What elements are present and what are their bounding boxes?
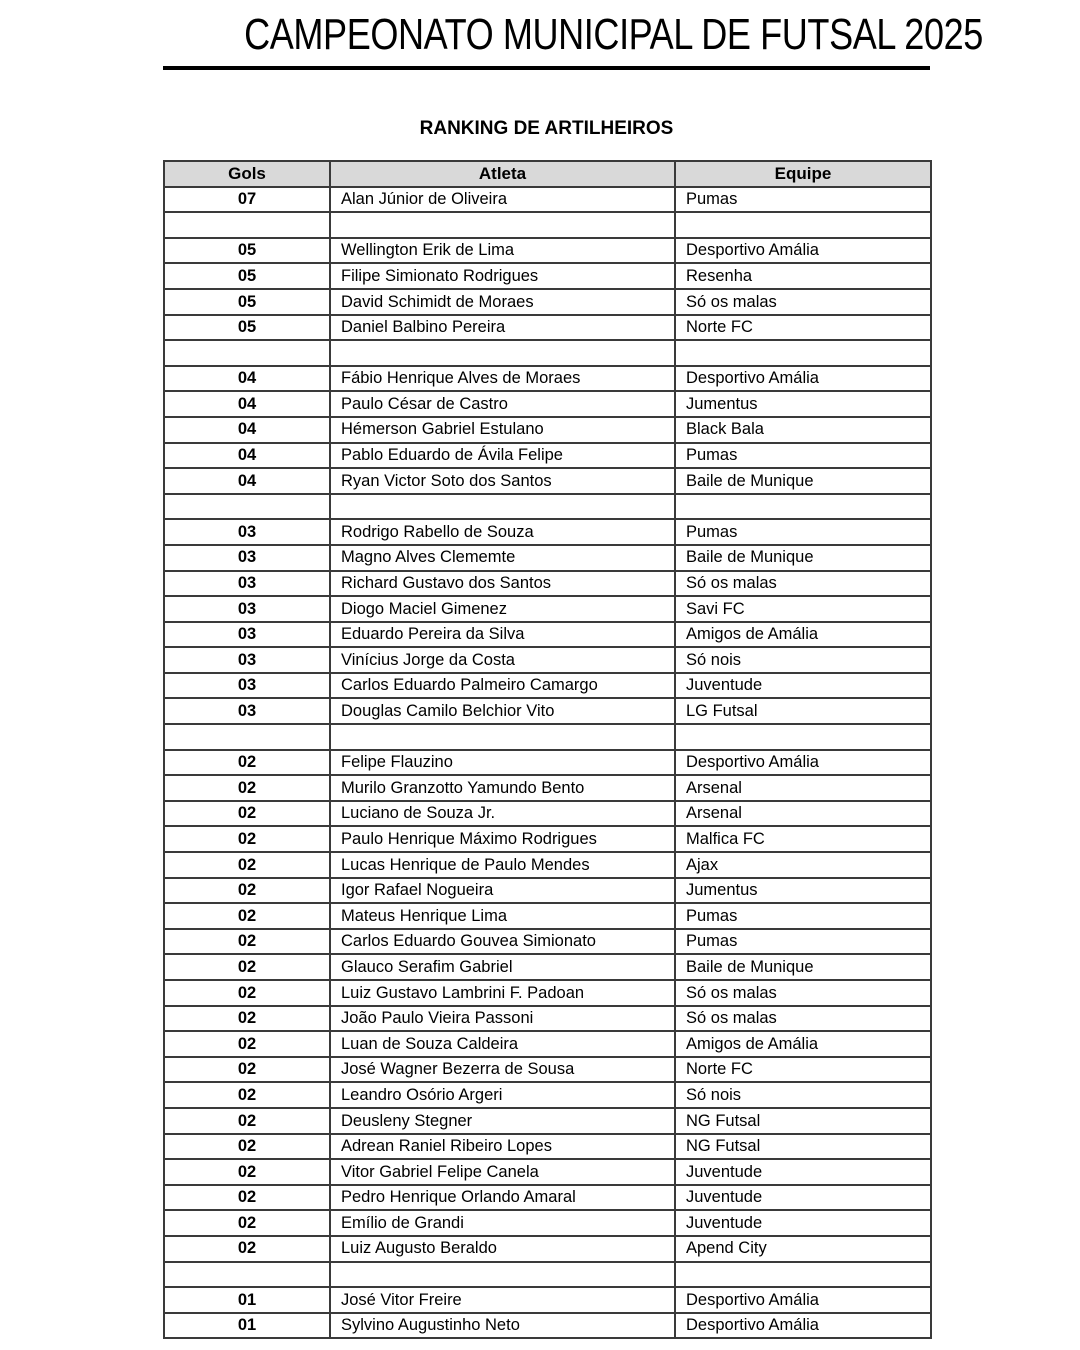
cell-atleta: David Schimidt de Moraes — [330, 289, 675, 315]
table-row — [164, 1006, 931, 1032]
cell-atleta: Adrean Raniel Ribeiro Lopes — [330, 1134, 675, 1160]
cell-equipe: Juventude — [675, 1185, 931, 1211]
cell-gols: 02 — [164, 801, 330, 827]
cell-atleta: Glauco Serafim Gabriel — [330, 954, 675, 980]
cell-gols: 02 — [164, 1006, 330, 1032]
cell-equipe: Jumentus — [675, 391, 931, 417]
cell-equipe: Jumentus — [675, 878, 931, 904]
cell-equipe: Savi FC — [675, 596, 931, 622]
cell-gols: 03 — [164, 698, 330, 724]
cell-atleta: Filipe Simionato Rodrigues — [330, 263, 675, 289]
cell-gols: 02 — [164, 1031, 330, 1057]
cell-gols — [164, 340, 330, 366]
cell-gols: 02 — [164, 1236, 330, 1262]
cell-equipe: Pumas — [675, 187, 931, 213]
title-block — [163, 0, 983, 70]
cell-atleta: Mateus Henrique Lima — [330, 903, 675, 929]
cell-equipe: Pumas — [675, 903, 931, 929]
cell-gols: 05 — [164, 289, 330, 315]
cell-equipe: Norte FC — [675, 1057, 931, 1083]
cell-gols: 01 — [164, 1313, 330, 1339]
table-row — [164, 238, 931, 264]
cell-atleta: José Wagner Bezerra de Sousa — [330, 1057, 675, 1083]
cell-atleta: Eduardo Pereira da Silva — [330, 622, 675, 648]
cell-atleta: José Vitor Freire — [330, 1287, 675, 1313]
cell-gols: 03 — [164, 622, 330, 648]
table-row — [164, 698, 931, 724]
table-row-blank — [164, 1262, 931, 1288]
table-row — [164, 263, 931, 289]
cell-atleta: Murilo Granzotto Yamundo Bento — [330, 775, 675, 801]
cell-gols: 03 — [164, 545, 330, 571]
table-row — [164, 801, 931, 827]
table-row — [164, 1057, 931, 1083]
cell-equipe: Só nois — [675, 1082, 931, 1108]
cell-gols: 02 — [164, 852, 330, 878]
cell-atleta: Paulo César de Castro — [330, 391, 675, 417]
cell-gols: 04 — [164, 366, 330, 392]
cell-equipe: Juventude — [675, 1210, 931, 1236]
cell-gols: 02 — [164, 750, 330, 776]
cell-equipe: Desportivo Amália — [675, 238, 931, 264]
cell-equipe: Só os malas — [675, 571, 931, 597]
table-row — [164, 443, 931, 469]
cell-equipe: Só os malas — [675, 289, 931, 315]
cell-atleta: Paulo Henrique Máximo Rodrigues — [330, 826, 675, 852]
cell-equipe: NG Futsal — [675, 1134, 931, 1160]
cell-atleta: Igor Rafael Nogueira — [330, 878, 675, 904]
page-title: CAMPEONATO MUNICIPAL DE FUTSAL 2025 — [244, 10, 983, 59]
cell-equipe: Pumas — [675, 519, 931, 545]
table-row — [164, 519, 931, 545]
cell-equipe: Desportivo Amália — [675, 366, 931, 392]
cell-atleta: Ryan Victor Soto dos Santos — [330, 468, 675, 494]
cell-gols: 04 — [164, 468, 330, 494]
cell-gols: 02 — [164, 903, 330, 929]
table-row — [164, 826, 931, 852]
cell-equipe: Só os malas — [675, 980, 931, 1006]
cell-gols: 05 — [164, 263, 330, 289]
cell-atleta: Rodrigo Rabello de Souza — [330, 519, 675, 545]
cell-equipe: Amigos de Amália — [675, 1031, 931, 1057]
cell-equipe — [675, 724, 931, 750]
cell-equipe — [675, 494, 931, 520]
cell-equipe: Juventude — [675, 1159, 931, 1185]
cell-atleta: Lucas Henrique de Paulo Mendes — [330, 852, 675, 878]
table-row — [164, 852, 931, 878]
cell-equipe: Malfica FC — [675, 826, 931, 852]
cell-equipe: Norte FC — [675, 315, 931, 341]
cell-atleta: Carlos Eduardo Palmeiro Camargo — [330, 673, 675, 699]
cell-gols: 02 — [164, 954, 330, 980]
cell-gols: 02 — [164, 929, 330, 955]
table-row — [164, 647, 931, 673]
table-row — [164, 750, 931, 776]
cell-atleta — [330, 340, 675, 366]
cell-atleta — [330, 494, 675, 520]
cell-atleta: Pablo Eduardo de Ávila Felipe — [330, 443, 675, 469]
table-row — [164, 545, 931, 571]
cell-atleta: Hémerson Gabriel Estulano — [330, 417, 675, 443]
cell-atleta: Emílio de Grandi — [330, 1210, 675, 1236]
table-row — [164, 1031, 931, 1057]
cell-gols: 02 — [164, 1082, 330, 1108]
column-header-atleta: Atleta — [330, 161, 675, 187]
table-row-blank — [164, 724, 931, 750]
cell-atleta: Magno Alves Clememte — [330, 545, 675, 571]
cell-gols: 04 — [164, 443, 330, 469]
table-row — [164, 929, 931, 955]
cell-gols: 01 — [164, 1287, 330, 1313]
column-header-equipe: Equipe — [675, 161, 931, 187]
table-row — [164, 1108, 931, 1134]
cell-gols: 02 — [164, 1057, 330, 1083]
cell-equipe: Resenha — [675, 263, 931, 289]
cell-atleta: Richard Gustavo dos Santos — [330, 571, 675, 597]
cell-gols: 02 — [164, 775, 330, 801]
cell-atleta: Pedro Henrique Orlando Amaral — [330, 1185, 675, 1211]
column-header-gols: Gols — [164, 161, 330, 187]
table-row — [164, 622, 931, 648]
table-row — [164, 571, 931, 597]
cell-atleta: Luciano de Souza Jr. — [330, 801, 675, 827]
table-header-row — [164, 161, 931, 187]
cell-gols: 02 — [164, 980, 330, 1006]
cell-gols: 07 — [164, 187, 330, 213]
table-row — [164, 315, 931, 341]
table-row — [164, 980, 931, 1006]
cell-equipe — [675, 1262, 931, 1288]
cell-equipe: Baile de Munique — [675, 954, 931, 980]
cell-gols: 02 — [164, 1185, 330, 1211]
table-row — [164, 1210, 931, 1236]
cell-atleta: Daniel Balbino Pereira — [330, 315, 675, 341]
table-body — [164, 187, 931, 1339]
table-row — [164, 954, 931, 980]
cell-atleta — [330, 212, 675, 238]
cell-atleta: Deusleny Stegner — [330, 1108, 675, 1134]
cell-equipe: Apend City — [675, 1236, 931, 1262]
page-subtitle: RANKING DE ARTILHEIROS — [419, 118, 674, 139]
cell-equipe: LG Futsal — [675, 698, 931, 724]
cell-gols: 03 — [164, 647, 330, 673]
cell-atleta: Vinícius Jorge da Costa — [330, 647, 675, 673]
cell-gols: 02 — [164, 1210, 330, 1236]
cell-equipe: Black Bala — [675, 417, 931, 443]
table-row — [164, 1313, 931, 1339]
cell-equipe: Só nois — [675, 647, 931, 673]
cell-gols: 04 — [164, 391, 330, 417]
cell-atleta: João Paulo Vieira Passoni — [330, 1006, 675, 1032]
table-row — [164, 878, 931, 904]
table-row — [164, 1082, 931, 1108]
cell-atleta: Carlos Eduardo Gouvea Simionato — [330, 929, 675, 955]
cell-atleta: Alan Júnior de Oliveira — [330, 187, 675, 213]
table-row — [164, 289, 931, 315]
cell-atleta: Leandro Osório Argeri — [330, 1082, 675, 1108]
cell-gols: 02 — [164, 1108, 330, 1134]
cell-gols: 02 — [164, 878, 330, 904]
cell-equipe: Arsenal — [675, 801, 931, 827]
cell-gols — [164, 1262, 330, 1288]
cell-equipe: Baile de Munique — [675, 545, 931, 571]
cell-gols — [164, 212, 330, 238]
table-row — [164, 417, 931, 443]
cell-gols: 03 — [164, 571, 330, 597]
cell-equipe: Amigos de Amália — [675, 622, 931, 648]
cell-gols: 05 — [164, 238, 330, 264]
cell-equipe: Baile de Munique — [675, 468, 931, 494]
cell-atleta — [330, 724, 675, 750]
cell-atleta: Diogo Maciel Gimenez — [330, 596, 675, 622]
cell-gols: 03 — [164, 519, 330, 545]
cell-atleta: Luan de Souza Caldeira — [330, 1031, 675, 1057]
cell-gols: 05 — [164, 315, 330, 341]
cell-gols: 03 — [164, 673, 330, 699]
cell-equipe: Desportivo Amália — [675, 1287, 931, 1313]
cell-equipe: Desportivo Amália — [675, 1313, 931, 1339]
cell-equipe — [675, 212, 931, 238]
cell-gols — [164, 724, 330, 750]
cell-equipe: Juventude — [675, 673, 931, 699]
table-row — [164, 596, 931, 622]
table-row — [164, 1236, 931, 1262]
cell-gols: 04 — [164, 417, 330, 443]
cell-equipe: Pumas — [675, 929, 931, 955]
table-row — [164, 903, 931, 929]
cell-equipe: Ajax — [675, 852, 931, 878]
table-row — [164, 366, 931, 392]
cell-atleta: Sylvino Augustinho Neto — [330, 1313, 675, 1339]
table-row-blank — [164, 494, 931, 520]
cell-atleta: Douglas Camilo Belchior Vito — [330, 698, 675, 724]
table-row — [164, 1287, 931, 1313]
cell-equipe: Desportivo Amália — [675, 750, 931, 776]
cell-atleta: Luiz Gustavo Lambrini F. Padoan — [330, 980, 675, 1006]
table-row — [164, 1185, 931, 1211]
cell-gols: 02 — [164, 1159, 330, 1185]
table-row — [164, 1134, 931, 1160]
table-row-blank — [164, 340, 931, 366]
cell-equipe: Pumas — [675, 443, 931, 469]
cell-atleta: Felipe Flauzino — [330, 750, 675, 776]
table-row — [164, 673, 931, 699]
cell-equipe: NG Futsal — [675, 1108, 931, 1134]
cell-atleta: Vitor Gabriel Felipe Canela — [330, 1159, 675, 1185]
table-row — [164, 391, 931, 417]
cell-equipe — [675, 340, 931, 366]
table-row — [164, 187, 931, 213]
table-row — [164, 1159, 931, 1185]
cell-gols: 03 — [164, 596, 330, 622]
cell-atleta: Fábio Henrique Alves de Moraes — [330, 366, 675, 392]
cell-equipe: Só os malas — [675, 1006, 931, 1032]
cell-equipe: Arsenal — [675, 775, 931, 801]
cell-gols: 02 — [164, 1134, 330, 1160]
table-row — [164, 775, 931, 801]
table-row-blank — [164, 212, 931, 238]
cell-atleta: Luiz Augusto Beraldo — [330, 1236, 675, 1262]
cell-atleta — [330, 1262, 675, 1288]
cell-gols — [164, 494, 330, 520]
cell-gols: 02 — [164, 826, 330, 852]
cell-atleta: Wellington Erik de Lima — [330, 238, 675, 264]
table-row — [164, 468, 931, 494]
ranking-table — [163, 160, 932, 1339]
